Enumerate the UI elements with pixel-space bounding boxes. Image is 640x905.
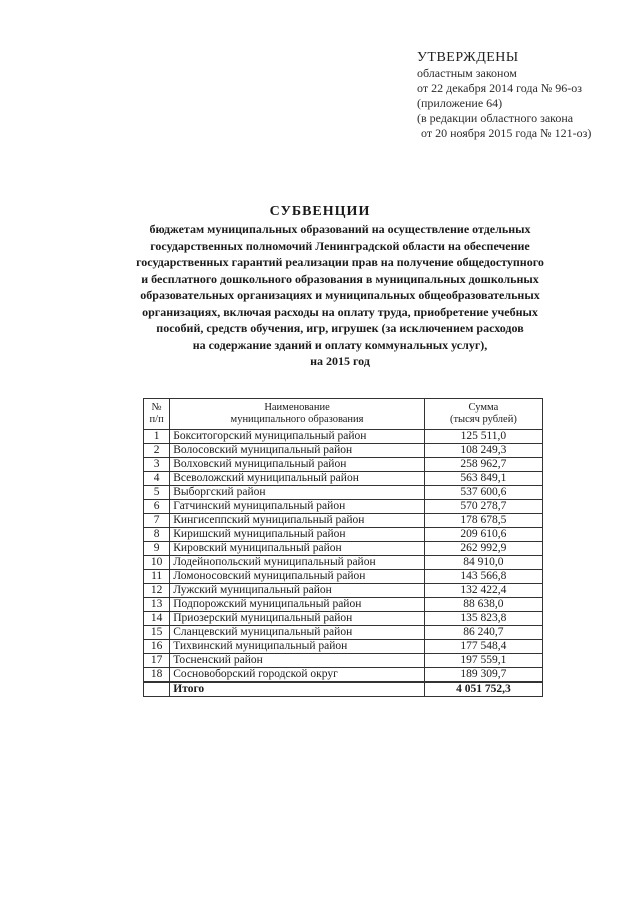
row-number: 4: [144, 472, 170, 486]
header-number: [144, 399, 170, 430]
subtitle-line: на содержание зданий и оплату коммунальных услуг),: [192, 337, 488, 352]
table-row: [144, 584, 543, 598]
row-amount: 197 559,1: [424, 654, 542, 668]
row-municipality: Ломоносовский муниципальный район: [170, 570, 425, 584]
header-number-line2: п/п: [149, 414, 164, 425]
row-number: 1: [144, 430, 170, 444]
subsidies-table: [143, 398, 543, 697]
header-amount-line2: (тысяч рублей): [449, 414, 517, 425]
approval-line: (в редакции областного закона: [417, 111, 574, 125]
row-number: 2: [144, 444, 170, 458]
header-amount-line1: Сумма: [468, 402, 499, 413]
row-amount: 143 566,8: [424, 570, 542, 584]
approval-line: областным законом: [417, 66, 517, 80]
document-title: СУБВЕНЦИИ: [269, 204, 371, 219]
approval-line: от 20 ноября 2015 года № 121-оз): [421, 126, 592, 140]
row-amount: 125 511,0: [424, 430, 542, 444]
table-row: [144, 612, 543, 626]
document-subtitle: [100, 221, 580, 370]
row-amount: 262 992,9: [424, 542, 542, 556]
subtitle-line: организациях, включая расходы на оплату труда, приобретение учебных: [142, 304, 538, 319]
row-number: 7: [144, 514, 170, 528]
row-amount: 209 610,6: [424, 528, 542, 542]
row-number: 9: [144, 542, 170, 556]
approval-line: (приложение 64): [417, 96, 503, 110]
row-municipality: Приозерский муниципальный район: [170, 612, 425, 626]
row-number: 10: [144, 556, 170, 570]
table-row: [144, 654, 543, 668]
row-amount: 108 249,3: [424, 444, 542, 458]
row-municipality: Подпорожский муниципальный район: [170, 598, 425, 612]
header-municipality-line1: Наименование: [264, 402, 330, 413]
row-municipality: Волховский муниципальный район: [170, 458, 425, 472]
table-row: [144, 668, 543, 683]
total-label: Итого: [170, 682, 425, 697]
row-amount: 563 849,1: [424, 472, 542, 486]
row-number: 16: [144, 640, 170, 654]
row-municipality: Тосненский район: [170, 654, 425, 668]
subtitle-line: и бесплатного дошкольного образования в муниципальных дошкольных: [141, 271, 539, 286]
approval-stamp: [417, 50, 627, 141]
header-municipality: [170, 399, 425, 430]
row-number: 3: [144, 458, 170, 472]
row-amount: 88 638,0: [424, 598, 542, 612]
row-municipality: Бокситогорский муниципальный район: [170, 430, 425, 444]
subtitle-line: образовательных организациях и муниципальных общеобразовательных: [140, 288, 540, 302]
row-number: 6: [144, 500, 170, 514]
row-number: 18: [144, 668, 170, 683]
row-number: 15: [144, 626, 170, 640]
row-municipality: Тихвинский муниципальный район: [170, 640, 425, 654]
row-number: 13: [144, 598, 170, 612]
total-amount: 4 051 752,3: [424, 682, 542, 697]
table-row: [144, 444, 543, 458]
table-row: [144, 528, 543, 542]
table-header-row: [144, 399, 543, 430]
row-number: 11: [144, 570, 170, 584]
row-amount: 135 823,8: [424, 612, 542, 626]
table-row: [144, 598, 543, 612]
subtitle-line: на 2015 год: [310, 354, 370, 368]
row-number: 17: [144, 654, 170, 668]
row-amount: 177 548,4: [424, 640, 542, 654]
row-number: 8: [144, 528, 170, 542]
table-row: [144, 458, 543, 472]
row-municipality: Всеволожский муниципальный район: [170, 472, 425, 486]
subtitle-line: пособий, средств обучения, игр, игрушек (за исключением расходов: [156, 321, 524, 335]
subtitle-line: бюджетам муниципальных образований на осуществление отдельных: [149, 222, 531, 236]
row-amount: 178 678,5: [424, 514, 542, 528]
row-municipality: Кингисеппский муниципальный район: [170, 514, 425, 528]
row-amount: 537 600,6: [424, 486, 542, 500]
row-amount: 570 278,7: [424, 500, 542, 514]
row-number: 5: [144, 486, 170, 500]
row-municipality: Кировский муниципальный район: [170, 542, 425, 556]
row-municipality: Выборгский район: [170, 486, 425, 500]
subtitle-line: государственных полномочий Ленинградской области на обеспечение: [150, 238, 530, 253]
row-amount: 189 309,7: [424, 668, 542, 683]
row-amount: 132 422,4: [424, 584, 542, 598]
row-amount: 258 962,7: [424, 458, 542, 472]
row-number: 12: [144, 584, 170, 598]
table-row: [144, 514, 543, 528]
header-number-line1: №: [151, 402, 162, 413]
row-municipality: Киришский муниципальный район: [170, 528, 425, 542]
row-municipality: Лодейнопольский муниципальный район: [170, 556, 425, 570]
row-municipality: Сланцевский муниципальный район: [170, 626, 425, 640]
header-municipality-line2: муниципального образования: [230, 414, 364, 425]
row-amount: 86 240,7: [424, 626, 542, 640]
row-amount: 84 910,0: [424, 556, 542, 570]
header-amount: [424, 399, 542, 430]
table-total-row: [144, 682, 543, 697]
approval-heading: УТВЕРЖДЕНЫ: [417, 50, 519, 65]
table-row: [144, 486, 543, 500]
table-row: [144, 640, 543, 654]
table-row: [144, 430, 543, 444]
table-row: [144, 626, 543, 640]
table-row: [144, 500, 543, 514]
total-number-cell: [144, 682, 170, 697]
row-municipality: Сосновоборский городской округ: [170, 668, 425, 683]
row-municipality: Лужский муниципальный район: [170, 584, 425, 598]
row-number: 14: [144, 612, 170, 626]
table-row: [144, 556, 543, 570]
row-municipality: Гатчинский муниципальный район: [170, 500, 425, 514]
approval-line: от 22 декабря 2014 года № 96-оз: [417, 81, 583, 95]
table-row: [144, 472, 543, 486]
table-row: [144, 570, 543, 584]
row-municipality: Волосовский муниципальный район: [170, 444, 425, 458]
table-row: [144, 542, 543, 556]
subtitle-line: государственных гарантий реализации прав на получение общедоступного: [136, 255, 544, 269]
